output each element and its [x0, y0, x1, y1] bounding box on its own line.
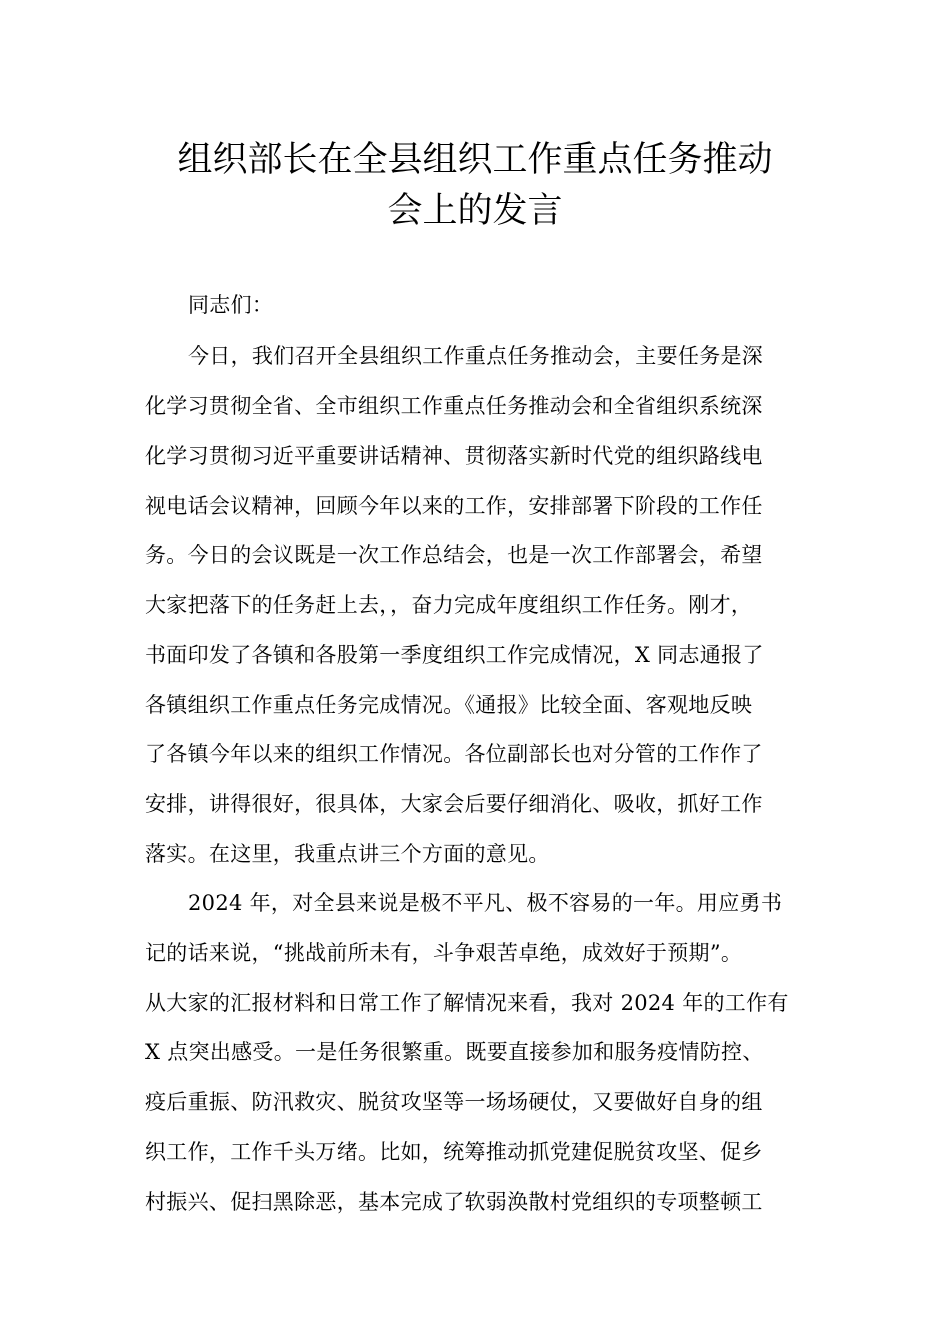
greeting: 同志们： — [188, 293, 274, 317]
body-line: 大家把落下的任务赶上去，，奋力完成年度组织工作任务。刚才， — [145, 593, 753, 617]
body-line: 今日，我们召开全县组织工作重点任务推动会，主要任务是深 — [188, 344, 764, 368]
body-line: 疫后重振、防汛救灾、脱贫攻坚等一场场硬仗，又要做好自身的组 — [145, 1090, 763, 1114]
body-line: 视电话会议精神，回顾今年以来的工作，安排部署下阶段的工作任 — [145, 494, 763, 518]
body-line: 各镇组织工作重点任务完成情况。《通报》比较全面、客观地反映 — [145, 693, 753, 717]
body-line: 落实。在这里，我重点讲三个方面的意见。 — [145, 842, 550, 866]
document-title-line-2: 会上的发言 — [387, 191, 563, 231]
body-line: 化学习贯彻全省、全市组织工作重点任务推动会和全省组织系统深 — [145, 394, 763, 418]
body-line: 书面印发了各镇和各股第一季度组织工作完成情况，X 同志通报了 — [145, 643, 764, 667]
body-line: 织工作，工作千头万绪。比如，统筹推动抓党建促脱贫攻坚、促乡 — [145, 1140, 763, 1164]
body-line: 化学习贯彻习近平重要讲话精神、贯彻落实新时代党的组织路线电 — [145, 444, 763, 468]
body-line: 村振兴、促扫黑除恶，基本完成了软弱涣散村党组织的专项整顿工 — [145, 1190, 763, 1214]
document-title-line-1: 组织部长在全县组织工作重点任务推动 — [177, 140, 773, 180]
body-line: 2024 年，对全县来说是极不平凡、极不容易的一年。用应勇书 — [188, 891, 783, 915]
body-line: 了各镇今年以来的组织工作情况。各位副部长也对分管的工作作了 — [145, 742, 763, 766]
body-line: 记的话来说，“挑战前所未有，斗争艰苦卓绝，成效好于预期”。 — [145, 941, 743, 965]
body-line: 务。今日的会议既是一次工作总结会，也是一次工作部署会，希望 — [145, 543, 763, 567]
body-line: 安排，讲得很好，很具体，大家会后要仔细消化、吸收，抓好工作 — [145, 792, 763, 816]
body-line: X 点突出感受。一是任务很繁重。既要直接参加和服务疫情防控、 — [145, 1040, 764, 1064]
body-line: 从大家的汇报材料和日常工作了解情况来看，我对 2024 年的工作有 — [145, 991, 789, 1015]
